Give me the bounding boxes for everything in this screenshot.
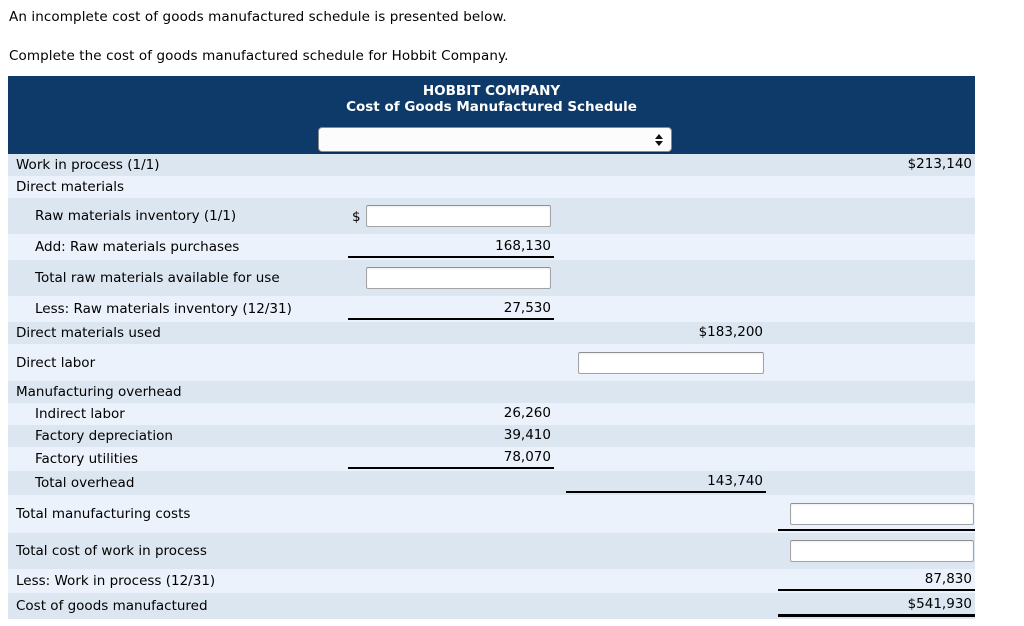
row-label: Work in process (1/1) bbox=[16, 157, 160, 173]
amount-value: 39,410 bbox=[503, 427, 551, 443]
row-label: Direct materials used bbox=[16, 325, 161, 341]
schedule-row bbox=[8, 322, 975, 344]
amount-value: 143,740 bbox=[566, 473, 766, 493]
row-label: Add: Raw materials purchases bbox=[35, 239, 240, 255]
instructions bbox=[0, 0, 1024, 64]
schedule-row bbox=[8, 533, 975, 569]
schedule-row bbox=[8, 471, 975, 495]
schedule-header bbox=[8, 76, 975, 154]
amount-value: 27,530 bbox=[348, 300, 554, 320]
row-label: Cost of goods manufactured bbox=[16, 598, 208, 614]
row-label: Manufacturing overhead bbox=[16, 384, 182, 400]
row-label: Indirect labor bbox=[35, 406, 125, 422]
company-name: HOBBIT COMPANY bbox=[422, 83, 561, 99]
chevron-down-icon bbox=[655, 141, 663, 146]
row-label: Direct labor bbox=[16, 354, 96, 371]
schedule-row bbox=[8, 344, 975, 381]
period-dropdown[interactable] bbox=[318, 127, 672, 152]
schedule-rows bbox=[8, 154, 975, 619]
row-label: Less: Work in process (12/31) bbox=[16, 573, 216, 589]
dropdown-stepper-icon bbox=[655, 134, 663, 146]
amount-value: 78,070 bbox=[348, 449, 554, 469]
chevron-up-icon bbox=[655, 134, 663, 139]
schedule-row bbox=[8, 447, 975, 471]
cogm-schedule-table bbox=[8, 76, 975, 619]
dollar-sign-prefix: $ bbox=[352, 208, 361, 225]
row-label: Total manufacturing costs bbox=[16, 506, 191, 522]
schedule-row bbox=[8, 176, 975, 198]
amount-value: 87,830 bbox=[778, 571, 975, 591]
instruction-line-1: An incomplete cost of goods manufactured schedule is presented below. bbox=[9, 9, 507, 25]
schedule-row bbox=[8, 296, 975, 322]
row-label: Factory utilities bbox=[35, 451, 139, 467]
row-label: Total cost of work in process bbox=[16, 543, 207, 559]
schedule-row bbox=[8, 260, 975, 296]
amount-input[interactable] bbox=[366, 205, 551, 227]
schedule-row bbox=[8, 495, 975, 533]
amount-input[interactable] bbox=[790, 540, 974, 562]
schedule-row bbox=[8, 403, 975, 425]
schedule-row bbox=[8, 234, 975, 260]
row-label: Total raw materials available for use bbox=[35, 270, 280, 286]
amount-value: 168,130 bbox=[348, 238, 554, 258]
schedule-row bbox=[8, 425, 975, 447]
amount-input[interactable] bbox=[366, 267, 551, 289]
schedule-row bbox=[8, 154, 975, 176]
amount-value: 26,260 bbox=[503, 405, 551, 421]
row-label: Factory depreciation bbox=[35, 428, 173, 444]
row-label: Raw materials inventory (1/1) bbox=[35, 208, 237, 224]
row-label: Total overhead bbox=[35, 475, 135, 491]
sum-rule bbox=[778, 529, 975, 531]
amount-input[interactable] bbox=[578, 352, 764, 374]
schedule-subtitle: Cost of Goods Manufactured Schedule bbox=[346, 99, 637, 115]
amount-value: $213,140 bbox=[907, 156, 972, 172]
schedule-row bbox=[8, 593, 975, 619]
row-label: Direct materials bbox=[16, 179, 125, 195]
instruction-line-2: Complete the cost of goods manufactured schedule for Hobbit Company. bbox=[9, 48, 509, 64]
schedule-row bbox=[8, 381, 975, 403]
schedule-row bbox=[8, 198, 975, 234]
row-label: Less: Raw materials inventory (12/31) bbox=[35, 301, 292, 317]
amount-value: $541,930 bbox=[778, 596, 975, 617]
amount-input[interactable] bbox=[790, 503, 974, 525]
schedule-row bbox=[8, 569, 975, 593]
amount-value: $183,200 bbox=[698, 324, 763, 340]
